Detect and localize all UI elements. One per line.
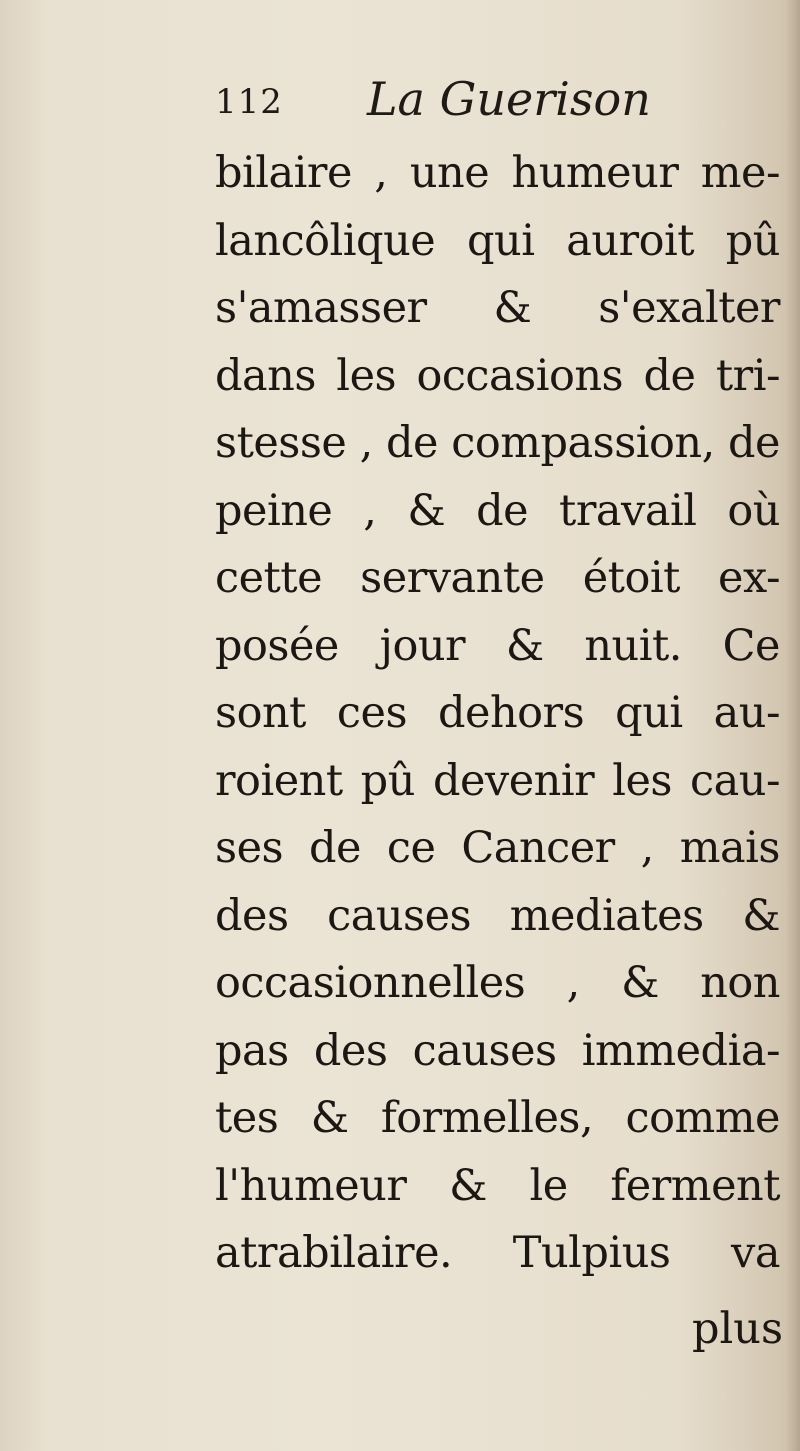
- text-line: lancôlique qui auroit pû: [215, 215, 780, 266]
- text-line: bilaire , une humeur me-: [215, 148, 780, 198]
- text-line: posée jour & nuit. Ce: [215, 620, 780, 671]
- text-line: roient pû devenir les cau-: [215, 755, 780, 806]
- catchword: plus: [692, 1304, 784, 1354]
- page-header: [215, 72, 775, 132]
- text-line: occasionnelles , & non: [215, 958, 780, 1008]
- text-line: stesse , de compassion, de: [215, 418, 780, 468]
- text-line: l'humeur & le ferment: [215, 1160, 780, 1211]
- text-line: peine , & de travail où: [215, 485, 780, 536]
- running-title: La Guerison: [367, 72, 651, 126]
- text-line: pas des causes immedia-: [215, 1025, 780, 1076]
- text-line: dans les occasions de tri-: [215, 350, 780, 401]
- text-line: des causes mediates &: [215, 890, 780, 941]
- text-line: atrabilaire. Tulpius va: [215, 1228, 780, 1278]
- text-line: s'amasser & s'exalter: [215, 283, 780, 333]
- text-line: sont ces dehors qui au-: [215, 688, 780, 738]
- text-line: ses de ce Cancer , mais: [215, 823, 780, 873]
- text-line: cette servante étoit ex-: [215, 553, 780, 603]
- text-line: tes & formelles, comme: [215, 1093, 780, 1143]
- page-number: 112: [215, 82, 283, 122]
- body-text: [215, 140, 780, 1288]
